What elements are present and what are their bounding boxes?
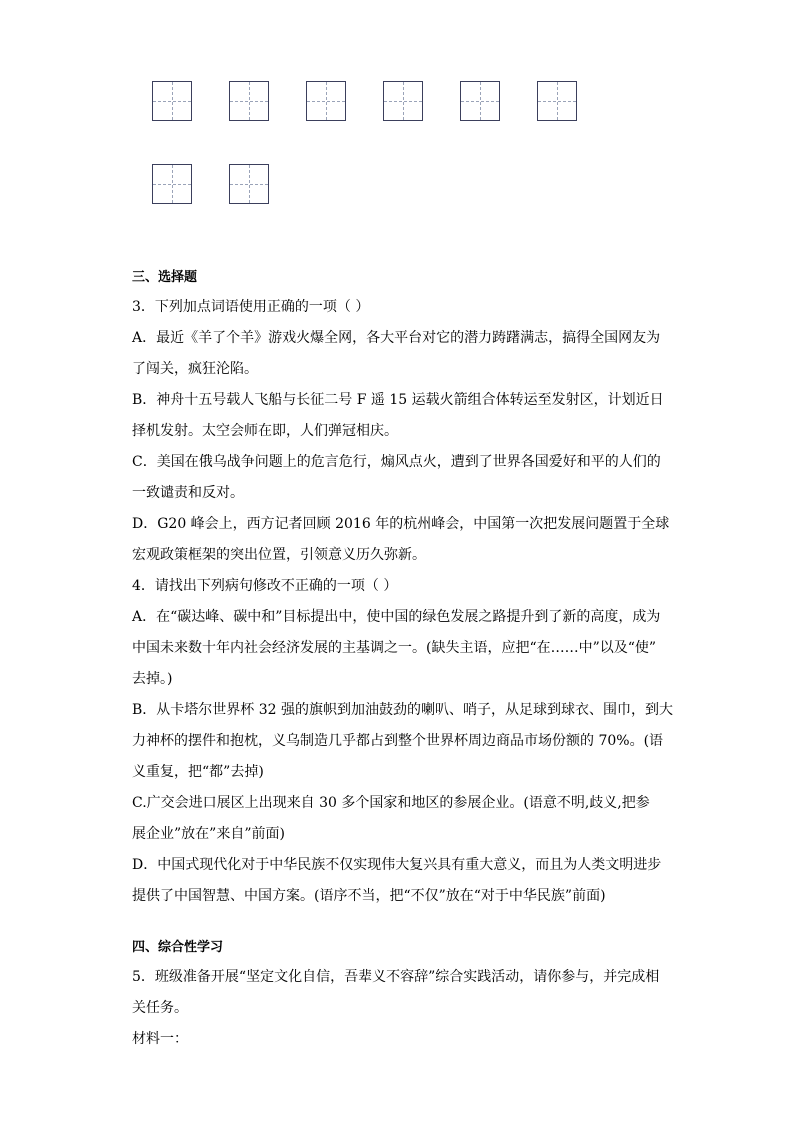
question-4 [132,571,672,912]
question-5 [132,962,672,1055]
question-line: 关任务。 [132,1000,188,1016]
writing-grid-box[interactable] [229,81,269,121]
question-stem: 3．下列加点词语使用正确的一项（ ） [132,299,370,315]
option-line: 展企业”放在”来自”前面) [132,826,285,842]
option-line: 择机发射。太空会师在即，人们弹冠相庆。 [132,423,398,439]
option-line: 去掉。) [132,671,173,687]
writing-grid-box[interactable] [306,81,346,121]
option-line: D．G20 峰会上，西方记者回顾 2016 年的杭州峰会，中国第一次把发展问题置于全球 [132,516,670,532]
section-title-choice: 三、选择题 [132,270,198,285]
writing-grid-box[interactable] [460,81,500,121]
writing-grid-row-1 [152,81,577,121]
option-line: C．美国在俄乌战争问题上的危言危行，煽风点火，遭到了世界各国爱好和平的人们的 [132,454,661,470]
writing-grid-row-2 [152,164,269,204]
question-3 [132,292,672,571]
option-line: 提供了中国智慧、中国方案。(语序不当，把“不仅”放在“对于中华民族”前面) [132,888,606,904]
writing-grid-box[interactable] [152,81,192,121]
option-line: 力神杯的摆件和抱枕，义乌制造几乎都占到整个世界杯周边商品市场份额的 70%。(语 [132,733,664,749]
section-title-comprehensive: 四、综合性学习 [132,940,224,955]
option-line: 义重复，把“都”去掉) [132,764,264,780]
option-line: B．神舟十五号载人飞船与长征二号 F 遥 15 运载火箭组合体转运至发射区，计划近日 [132,392,664,408]
writing-grid-box[interactable] [383,81,423,121]
writing-grid-box[interactable] [229,164,269,204]
option-line: A．在“碳达峰、碳中和”目标提出中，使中国的绿色发展之路提升到了新的高度，成为 [132,609,661,625]
option-line: D．中国式现代化对于中华民族不仅实现伟大复兴具有重大意义，而且为人类文明进步 [132,857,662,873]
question-stem: 4．请找出下列病句修改不正确的一项（ ） [132,578,398,594]
option-line: 宏观政策框架的突出位置，引领意义历久弥新。 [132,547,426,563]
material-label: 材料一： [132,1031,188,1047]
question-line: 5．班级准备开展“坚定文化自信，吾辈义不容辞”综合实践活动，请你参与，并完成相 [132,969,660,985]
option-line: 了闯关，疯狂沦陷。 [132,361,258,377]
writing-grid-box[interactable] [152,164,192,204]
option-line: C.广交会进口展区上出现来自 30 多个国家和地区的参展企业。(语意不明,歧义,把参 [132,795,650,811]
option-line: 一致谴责和反对。 [132,485,244,501]
option-line: B．从卡塔尔世界杯 32 强的旗帜到加油鼓劲的喇叭、哨子，从足球到球衣、围巾，到大 [132,702,674,718]
document-content [132,268,672,1055]
option-line: 中国未来数十年内社会经济发展的主基调之一。(缺失主语，应把“在……中”以及“使” [132,640,657,656]
section-gap [132,912,672,938]
writing-grid-box[interactable] [537,81,577,121]
option-line: A．最近《羊了个羊》游戏火爆全网，各大平台对它的潜力踌躇满志，搞得全国网友为 [132,330,661,346]
